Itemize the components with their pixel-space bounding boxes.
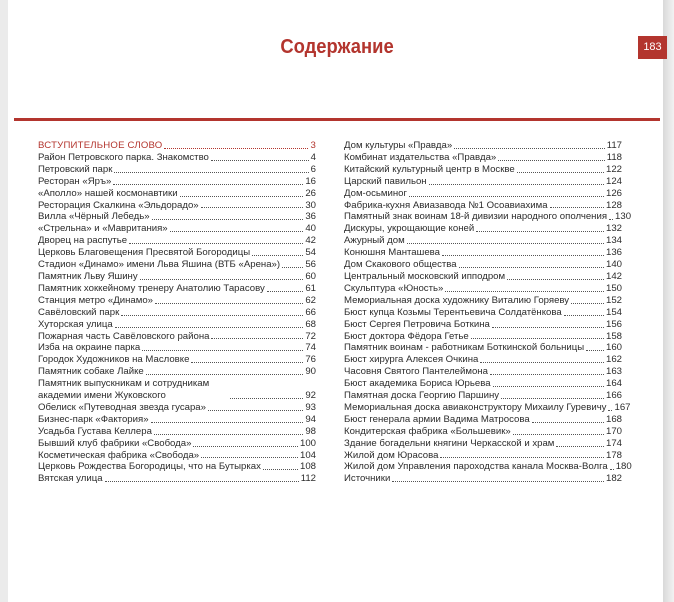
toc-entry-page: 74 — [305, 342, 316, 354]
toc-entry — [38, 450, 316, 462]
dot-leader — [476, 231, 604, 232]
toc-entry-title: Дискуры, укрощающие коней — [344, 223, 475, 235]
toc-entry — [344, 247, 622, 259]
dot-leader — [155, 303, 303, 304]
toc-entry-page: 160 — [605, 342, 622, 354]
toc-entry — [344, 390, 622, 402]
toc-entry-page: 104 — [299, 449, 316, 461]
toc-entry — [344, 307, 622, 319]
toc-entry — [38, 188, 316, 200]
dot-leader — [532, 422, 604, 423]
toc-entry-page: 94 — [305, 413, 316, 425]
toc-entry — [38, 319, 316, 331]
dot-leader — [121, 315, 303, 316]
toc-entry-page: 100 — [299, 437, 316, 449]
toc-entry-title: Бюст доктора Фёдора Гетье — [344, 330, 469, 342]
toc-entry-title: Ресторация Скалкина «Эльдорадо» — [38, 199, 199, 211]
dot-leader — [170, 231, 304, 232]
dot-leader — [445, 291, 604, 292]
toc-entry-page: 182 — [605, 473, 622, 485]
toc-entry-title: Косметическая фабрика «Свобода» — [38, 449, 200, 461]
toc-entry-page: 152 — [605, 294, 622, 306]
toc-entry — [38, 354, 316, 366]
dot-leader — [490, 374, 604, 375]
toc-entry — [344, 319, 622, 331]
dot-leader — [282, 267, 303, 268]
dot-leader — [201, 207, 304, 208]
toc-entry — [38, 164, 316, 176]
dot-leader — [480, 362, 604, 363]
toc-entry-page: 154 — [605, 306, 622, 318]
toc-entry-title: Скульптура «Юность» — [344, 282, 444, 294]
dot-leader — [211, 338, 303, 339]
dot-leader — [454, 148, 605, 149]
toc-entry — [38, 378, 316, 402]
toc-entry — [344, 331, 622, 343]
toc-entry — [344, 354, 622, 366]
dot-leader — [459, 267, 604, 268]
toc-entry-page: 124 — [605, 175, 622, 187]
toc-entry — [344, 295, 622, 307]
toc-entry-title: Комбинат издательства «Правда» — [344, 151, 497, 163]
toc-entry-title: Обелиск «Путеводная звезда гусара» — [38, 401, 206, 413]
toc-entry-title: Бюст Сергея Петровича Боткина — [344, 318, 490, 330]
toc-entry-title: Дом культуры «Правда» — [344, 140, 453, 151]
toc-entry-title: Жилой дом Юрасова — [344, 449, 439, 461]
toc-entry — [38, 200, 316, 212]
toc-entry-title: Здание богадельни княгини Черкасской и храм — [344, 437, 555, 449]
toc-entry-page: 166 — [605, 390, 622, 402]
toc-entry — [38, 438, 316, 450]
dot-leader — [586, 350, 604, 351]
toc-entry — [38, 271, 316, 283]
toc-entry-page: 56 — [305, 259, 316, 271]
toc-entry — [344, 414, 622, 426]
toc-entry — [344, 473, 622, 485]
toc-entry-page: 112 — [300, 473, 316, 485]
page-title: Содержание — [280, 36, 394, 58]
toc-entry-page: 40 — [305, 223, 316, 235]
dot-leader — [180, 196, 304, 197]
toc-entry — [38, 259, 316, 271]
dot-leader — [409, 196, 604, 197]
dot-leader — [442, 255, 604, 256]
toc-entry-page: 150 — [605, 282, 622, 294]
toc-entry-title: Церковь Рождества Богородицы, что на Бутырках — [38, 461, 261, 473]
toc-entry — [344, 140, 622, 152]
toc-entry-page: 117 — [606, 140, 622, 151]
toc-entry — [344, 378, 622, 390]
dot-leader — [513, 434, 604, 435]
toc-entry — [38, 283, 316, 295]
toc-entry-title: Бюст хирурга Алексея Очкина — [344, 354, 479, 366]
dot-leader — [608, 410, 612, 411]
toc-entry — [38, 247, 316, 259]
toc-entry-page: 62 — [305, 294, 316, 306]
toc-entry-title: Мемориальная доска художнику Виталию Горяеву — [344, 294, 570, 306]
toc-entry — [344, 342, 622, 354]
dot-leader — [115, 327, 304, 328]
toc-entry-title: Ажурный дом — [344, 235, 405, 247]
dot-leader — [493, 386, 604, 387]
toc-entry-title: Бизнес-парк «Фактория» — [38, 413, 149, 425]
dot-leader — [211, 160, 309, 161]
toc-entry-title: Источники — [344, 473, 391, 485]
toc-entry-title: Дом-осьминог — [344, 187, 407, 199]
toc-entry-page: 174 — [605, 437, 622, 449]
dot-leader — [208, 410, 303, 411]
toc-entry-page: 142 — [605, 270, 622, 282]
toc-entry-title: Ресторан «Яръ» — [38, 175, 112, 187]
toc-entry — [344, 271, 622, 283]
toc-entry-page: 118 — [606, 151, 622, 163]
toc-column-left — [38, 140, 316, 485]
page-edge — [663, 0, 674, 602]
dot-leader — [191, 362, 303, 363]
toc-entry-title: Памятник Льву Яшину — [38, 270, 138, 282]
toc-entry — [344, 259, 622, 271]
toc-entry-page: 72 — [305, 330, 316, 342]
toc-entry-page: 90 — [305, 366, 316, 378]
toc-entry-title: «Стрельна» и «Мавритания» — [38, 223, 168, 235]
toc-entry-title: Усадьба Густава Келлера — [38, 425, 152, 437]
dot-leader — [164, 148, 308, 149]
toc-entry — [38, 331, 316, 343]
dot-leader — [105, 481, 299, 482]
toc-entry-title: Дом Скакового общества — [344, 259, 457, 271]
toc-entry-title: Памятник воинам - работникам Боткинской больницы — [344, 342, 585, 354]
toc-entry — [38, 473, 316, 485]
toc-entry-page: 4 — [310, 151, 316, 163]
toc-entry — [38, 366, 316, 378]
dot-leader — [113, 184, 303, 185]
toc-entry — [38, 426, 316, 438]
toc-entry-page: 130 — [615, 211, 632, 223]
dot-leader — [154, 434, 303, 435]
dot-leader — [507, 279, 604, 280]
toc-entry — [344, 235, 622, 247]
dot-leader — [151, 422, 304, 423]
toc-entry-title: Хуторская улица — [38, 318, 113, 330]
toc-entry-title: Конюшня Манташева — [344, 247, 440, 259]
title-divider — [14, 118, 660, 121]
dot-leader — [252, 255, 303, 256]
dot-leader — [550, 207, 604, 208]
dot-leader — [114, 172, 308, 173]
toc-entry-title: Савёловский парк — [38, 306, 120, 318]
toc-entry — [344, 200, 622, 212]
toc-entry — [344, 366, 622, 378]
toc-entry-page: 122 — [605, 163, 622, 175]
dot-leader — [610, 469, 614, 470]
toc-entry — [344, 164, 622, 176]
toc-entry — [344, 450, 622, 462]
toc-entry — [344, 401, 631, 414]
toc-entry-title: «Аполло» нашей космонавтики — [38, 187, 178, 199]
toc-entry-title: Бывший клуб фабрики «Свобода» — [38, 437, 192, 449]
dot-leader — [140, 279, 304, 280]
toc-entry-title: Часовня Святого Пантелеймона — [344, 366, 488, 378]
toc-entry-title: Китайский культурный центр в Москве — [344, 163, 515, 175]
toc-entry-title: Вятская улица — [38, 473, 103, 485]
toc-entry-page: 93 — [305, 401, 316, 413]
toc-entry-title: Изба на окраине парка — [38, 342, 141, 354]
toc-entry — [344, 152, 622, 164]
toc-entry-page: 6 — [310, 163, 316, 175]
toc-entry-page: 134 — [605, 235, 622, 247]
toc-entry — [38, 402, 316, 414]
toc-entry-page: 162 — [605, 354, 622, 366]
dot-leader — [146, 374, 304, 375]
dot-leader — [429, 184, 604, 185]
toc-entry-page: 132 — [605, 223, 622, 235]
toc-entry-page: 167 — [614, 401, 631, 413]
toc-entry-title: Фабрика-кухня Авиазавода №1 Осоавиахима — [344, 199, 548, 211]
dot-leader — [471, 338, 604, 339]
dot-leader — [263, 469, 298, 470]
dot-leader — [501, 398, 604, 399]
toc-entry — [38, 140, 316, 152]
toc-entry — [38, 176, 316, 188]
toc-entry-title: Памятник собаке Лайке — [38, 366, 144, 378]
toc-entry — [344, 438, 622, 450]
dot-leader — [392, 481, 604, 482]
dot-leader — [267, 291, 304, 292]
dot-leader — [230, 398, 303, 399]
toc-entry — [344, 461, 632, 473]
dot-leader — [492, 327, 604, 328]
toc-entry-page: 140 — [605, 259, 622, 271]
toc-entry-page: 60 — [305, 270, 316, 282]
dot-leader — [517, 172, 604, 173]
toc-entry — [344, 188, 622, 200]
toc-entry-page: 92 — [305, 390, 316, 402]
toc-entry-title: Памятник хоккейному тренеру Анатолию Тарасову — [38, 282, 265, 294]
toc-column-right — [344, 140, 632, 485]
toc-entry-page: 126 — [605, 187, 622, 199]
toc-entry-title: Жилой дом Управления пароходства канала Москва-Волга — [344, 461, 608, 473]
toc-entry-title: Церковь Благовещения Пресвятой Богородицы — [38, 247, 251, 259]
page-number-badge: 183 — [638, 36, 667, 59]
toc-entry-page: 76 — [305, 354, 316, 366]
toc-entry-title: Стадион «Динамо» имени Льва Яшина (ВТБ «Арена») — [38, 259, 281, 271]
toc-entry-page: 164 — [605, 378, 622, 390]
toc-entry — [38, 307, 316, 319]
dot-leader — [201, 457, 298, 458]
dot-leader — [609, 219, 613, 220]
toc-entry-title: Бюст купца Козьмы Терентьевича Солдатёнкова — [344, 306, 562, 318]
toc-entry-page: 128 — [605, 199, 622, 211]
toc-entry — [38, 342, 316, 354]
dot-leader — [129, 243, 303, 244]
toc-entry — [344, 211, 632, 223]
toc-entry — [38, 414, 316, 426]
toc-entry-title: Кондитерская фабрика «Большевик» — [344, 425, 511, 437]
toc-entry-page: 68 — [305, 318, 316, 330]
toc-entry-page: 16 — [305, 175, 316, 187]
toc-entry-page: 30 — [305, 199, 316, 211]
toc-entry — [38, 461, 316, 473]
dot-leader — [152, 219, 304, 220]
toc-entry-title: ВСТУПИТЕЛЬНОЕ СЛОВО — [38, 140, 163, 151]
toc-entry — [344, 426, 622, 438]
toc-entry-title: Пожарная часть Савёловского района — [38, 330, 210, 342]
toc-entry — [38, 295, 316, 307]
toc-entry-title: Район Петровского парка. Знакомство — [38, 151, 209, 163]
toc-entry — [344, 283, 622, 295]
toc-entry-page: 66 — [305, 306, 316, 318]
toc-entry-title: Городок Художников на Масловке — [38, 354, 190, 366]
toc-entry-page: 180 — [615, 461, 632, 473]
toc-entry-page: 178 — [605, 449, 622, 461]
toc-entry-page: 156 — [605, 318, 622, 330]
toc-entry-title: Вилла «Чёрный Лебедь» — [38, 211, 150, 223]
toc-entry-page: 136 — [605, 247, 622, 259]
dot-leader — [407, 243, 604, 244]
toc-entry-page: 98 — [305, 425, 316, 437]
toc-entry — [344, 176, 622, 188]
toc-entry-page: 158 — [605, 330, 622, 342]
toc-entry-page: 54 — [305, 247, 316, 259]
dot-leader — [142, 350, 303, 351]
toc-entry-page: 42 — [305, 235, 316, 247]
toc-entry-title: Бюст академика Бориса Юрьева — [344, 378, 491, 390]
toc-entry-page: 108 — [299, 461, 316, 473]
toc-entry-title: Станция метро «Динамо» — [38, 294, 153, 306]
toc-entry-title: Бюст генерала армии Вадима Матросова — [344, 413, 530, 425]
toc-entry-page: 36 — [305, 211, 316, 223]
toc-entry-title: Центральный московский ипподром — [344, 270, 506, 282]
toc-entry-page: 170 — [605, 425, 622, 437]
toc-entry-page: 61 — [305, 282, 316, 294]
toc-entry-title: Памятник выпускникам и сотрудникам академии имени Жуковского — [38, 378, 210, 402]
toc-entry-title: Памятная доска Георгию Паршину — [344, 390, 500, 402]
toc-entry-page: 26 — [305, 187, 316, 199]
dot-leader — [498, 160, 604, 161]
toc-entry — [344, 223, 622, 235]
toc-entry-title: Памятный знак воинам 18-й дивизии народного ополчения — [344, 211, 608, 223]
dot-leader — [564, 315, 604, 316]
toc-entry-title: Мемориальная доска авиаконструктору Михаилу Гуревичу — [344, 401, 607, 413]
dot-leader — [556, 446, 604, 447]
toc-entry-page: 168 — [605, 413, 622, 425]
toc-entry — [38, 223, 316, 235]
dot-leader — [193, 446, 298, 447]
toc-entry-page: 3 — [310, 140, 316, 151]
toc-entry — [38, 211, 316, 223]
toc-entry — [38, 235, 316, 247]
toc-entry-title: Царский павильон — [344, 175, 427, 187]
toc-entry — [38, 152, 316, 164]
dot-leader — [571, 303, 604, 304]
toc-entry-title: Дворец на распутье — [38, 235, 128, 247]
toc-entry-title: Петровский парк — [38, 163, 113, 175]
dot-leader — [440, 457, 604, 458]
toc-entry-page: 163 — [605, 366, 622, 378]
